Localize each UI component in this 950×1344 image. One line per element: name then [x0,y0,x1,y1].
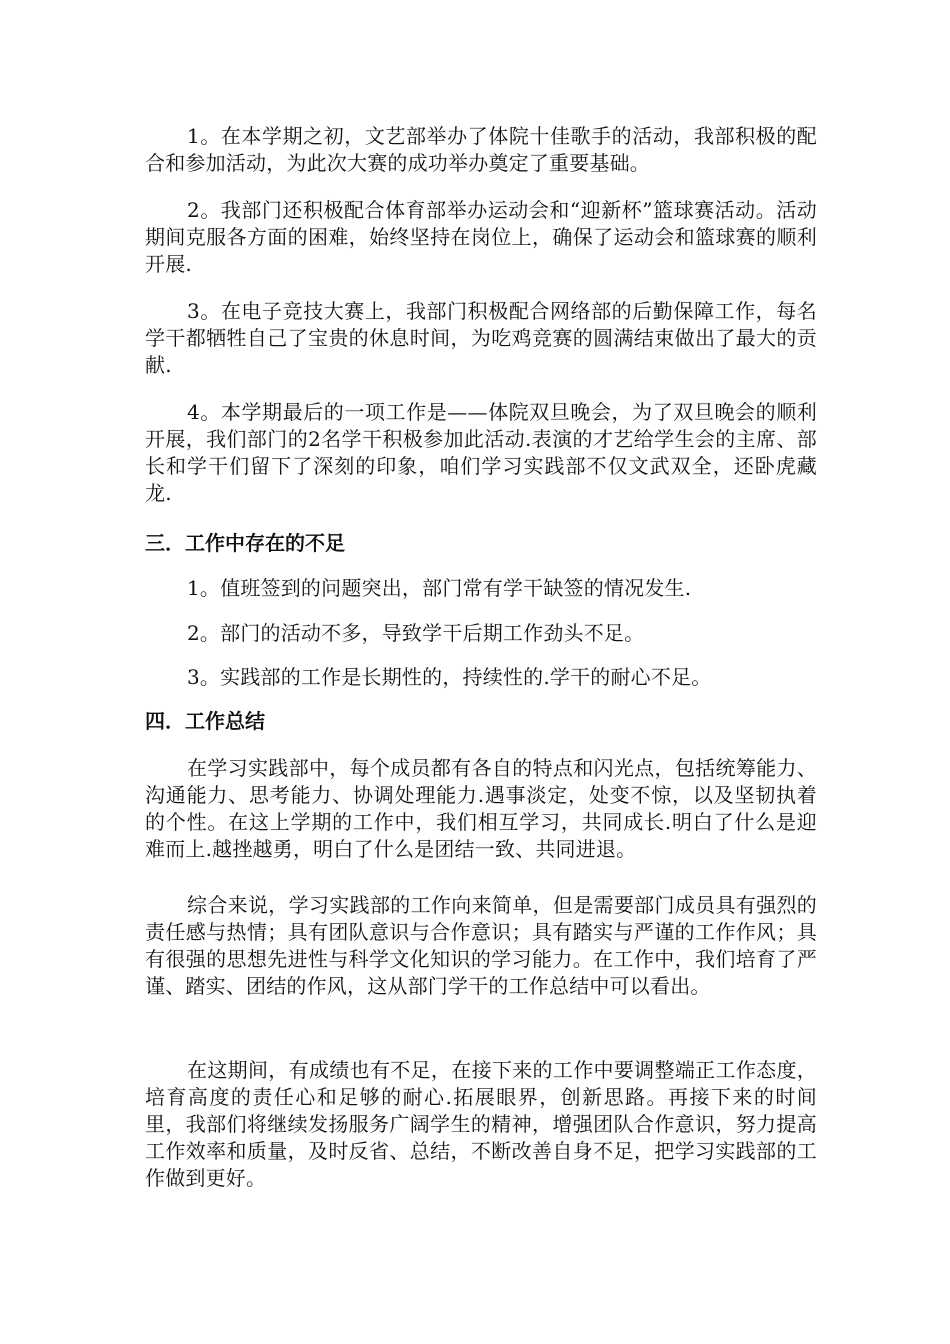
section2-item-3: 3。在电子竞技大赛上，我部门积极配合网络部的后勤保障工作，每名学干都牺牲自己了宝贵的休息时间，为吃鸡竞赛的圆满结束做出了最大的贡献. [145,299,817,377]
section2-item-1: 1。在本学期之初，文艺部举办了体院十佳歌手的活动，我部积极的配合和参加活动，为此次大赛的成功举办奠定了重要基础。 [145,124,817,175]
section4-heading: 四．工作总结 [145,709,265,733]
section2-item-4: 4。本学期最后的一项工作是——体院双旦晚会，为了双旦晚会的顺利开展，我们部门的2名学干积极参加此活动.表演的才艺给学生会的主席、部长和学干们留下了深刻的印象，咱们学习实践部不仅文武双全，还卧虎藏龙. [145,400,817,505]
section3-heading: 三．工作中存在的不足 [145,531,345,555]
section4-paragraph-3: 在这期间，有成绩也有不足，在接下来的工作中要调整端正工作态度，培育高度的责任心和足够的耐心.拓展眼界，创新思路。再接下来的时间里，我部们将继续发扬服务广阔学生的精神，增强团队合作意识，努力提高工作效率和质量，及时反省、总结，不断改善自身不足，把学习实践部的工作做到更好。 [145,1058,817,1190]
section2-item-2: 2。我部门还积极配合体育部举办运动会和“迎新杯”篮球赛活动。活动期间克服各方面的困难，始终坚持在岗位上，确保了运动会和篮球赛的顺利开展. [145,198,817,276]
section4-paragraph-1: 在学习实践部中，每个成员都有各自的特点和闪光点，包括统筹能力、沟通能力、思考能力、协调处理能力.遇事淡定，处变不惊，以及坚韧执着的个性。在这上学期的工作中，我们相互学习，共同成长.明白了什么是迎难而上.越挫越勇，明白了什么是团结一致、共同进退。 [145,756,817,861]
section3-item-2: 2。部门的活动不多，导致学干后期工作劲头不足。 [187,621,645,645]
section4-paragraph-2: 综合来说，学习实践部的工作向来简单，但是需要部门成员具有强烈的责任感与热情；具有团队意识与合作意识；具有踏实与严谨的工作作风；具有很强的思想先进性与科学文化知识的学习能力。在工作中，我们培育了严谨、踏实、团结的作风，这从部门学干的工作总结中可以看出。 [145,893,817,998]
section3-item-3: 3。实践部的工作是长期性的，持续性的.学干的耐心不足。 [187,665,712,689]
section3-item-1: 1。值班签到的问题突出，部门常有学干缺签的情况发生. [187,576,692,600]
